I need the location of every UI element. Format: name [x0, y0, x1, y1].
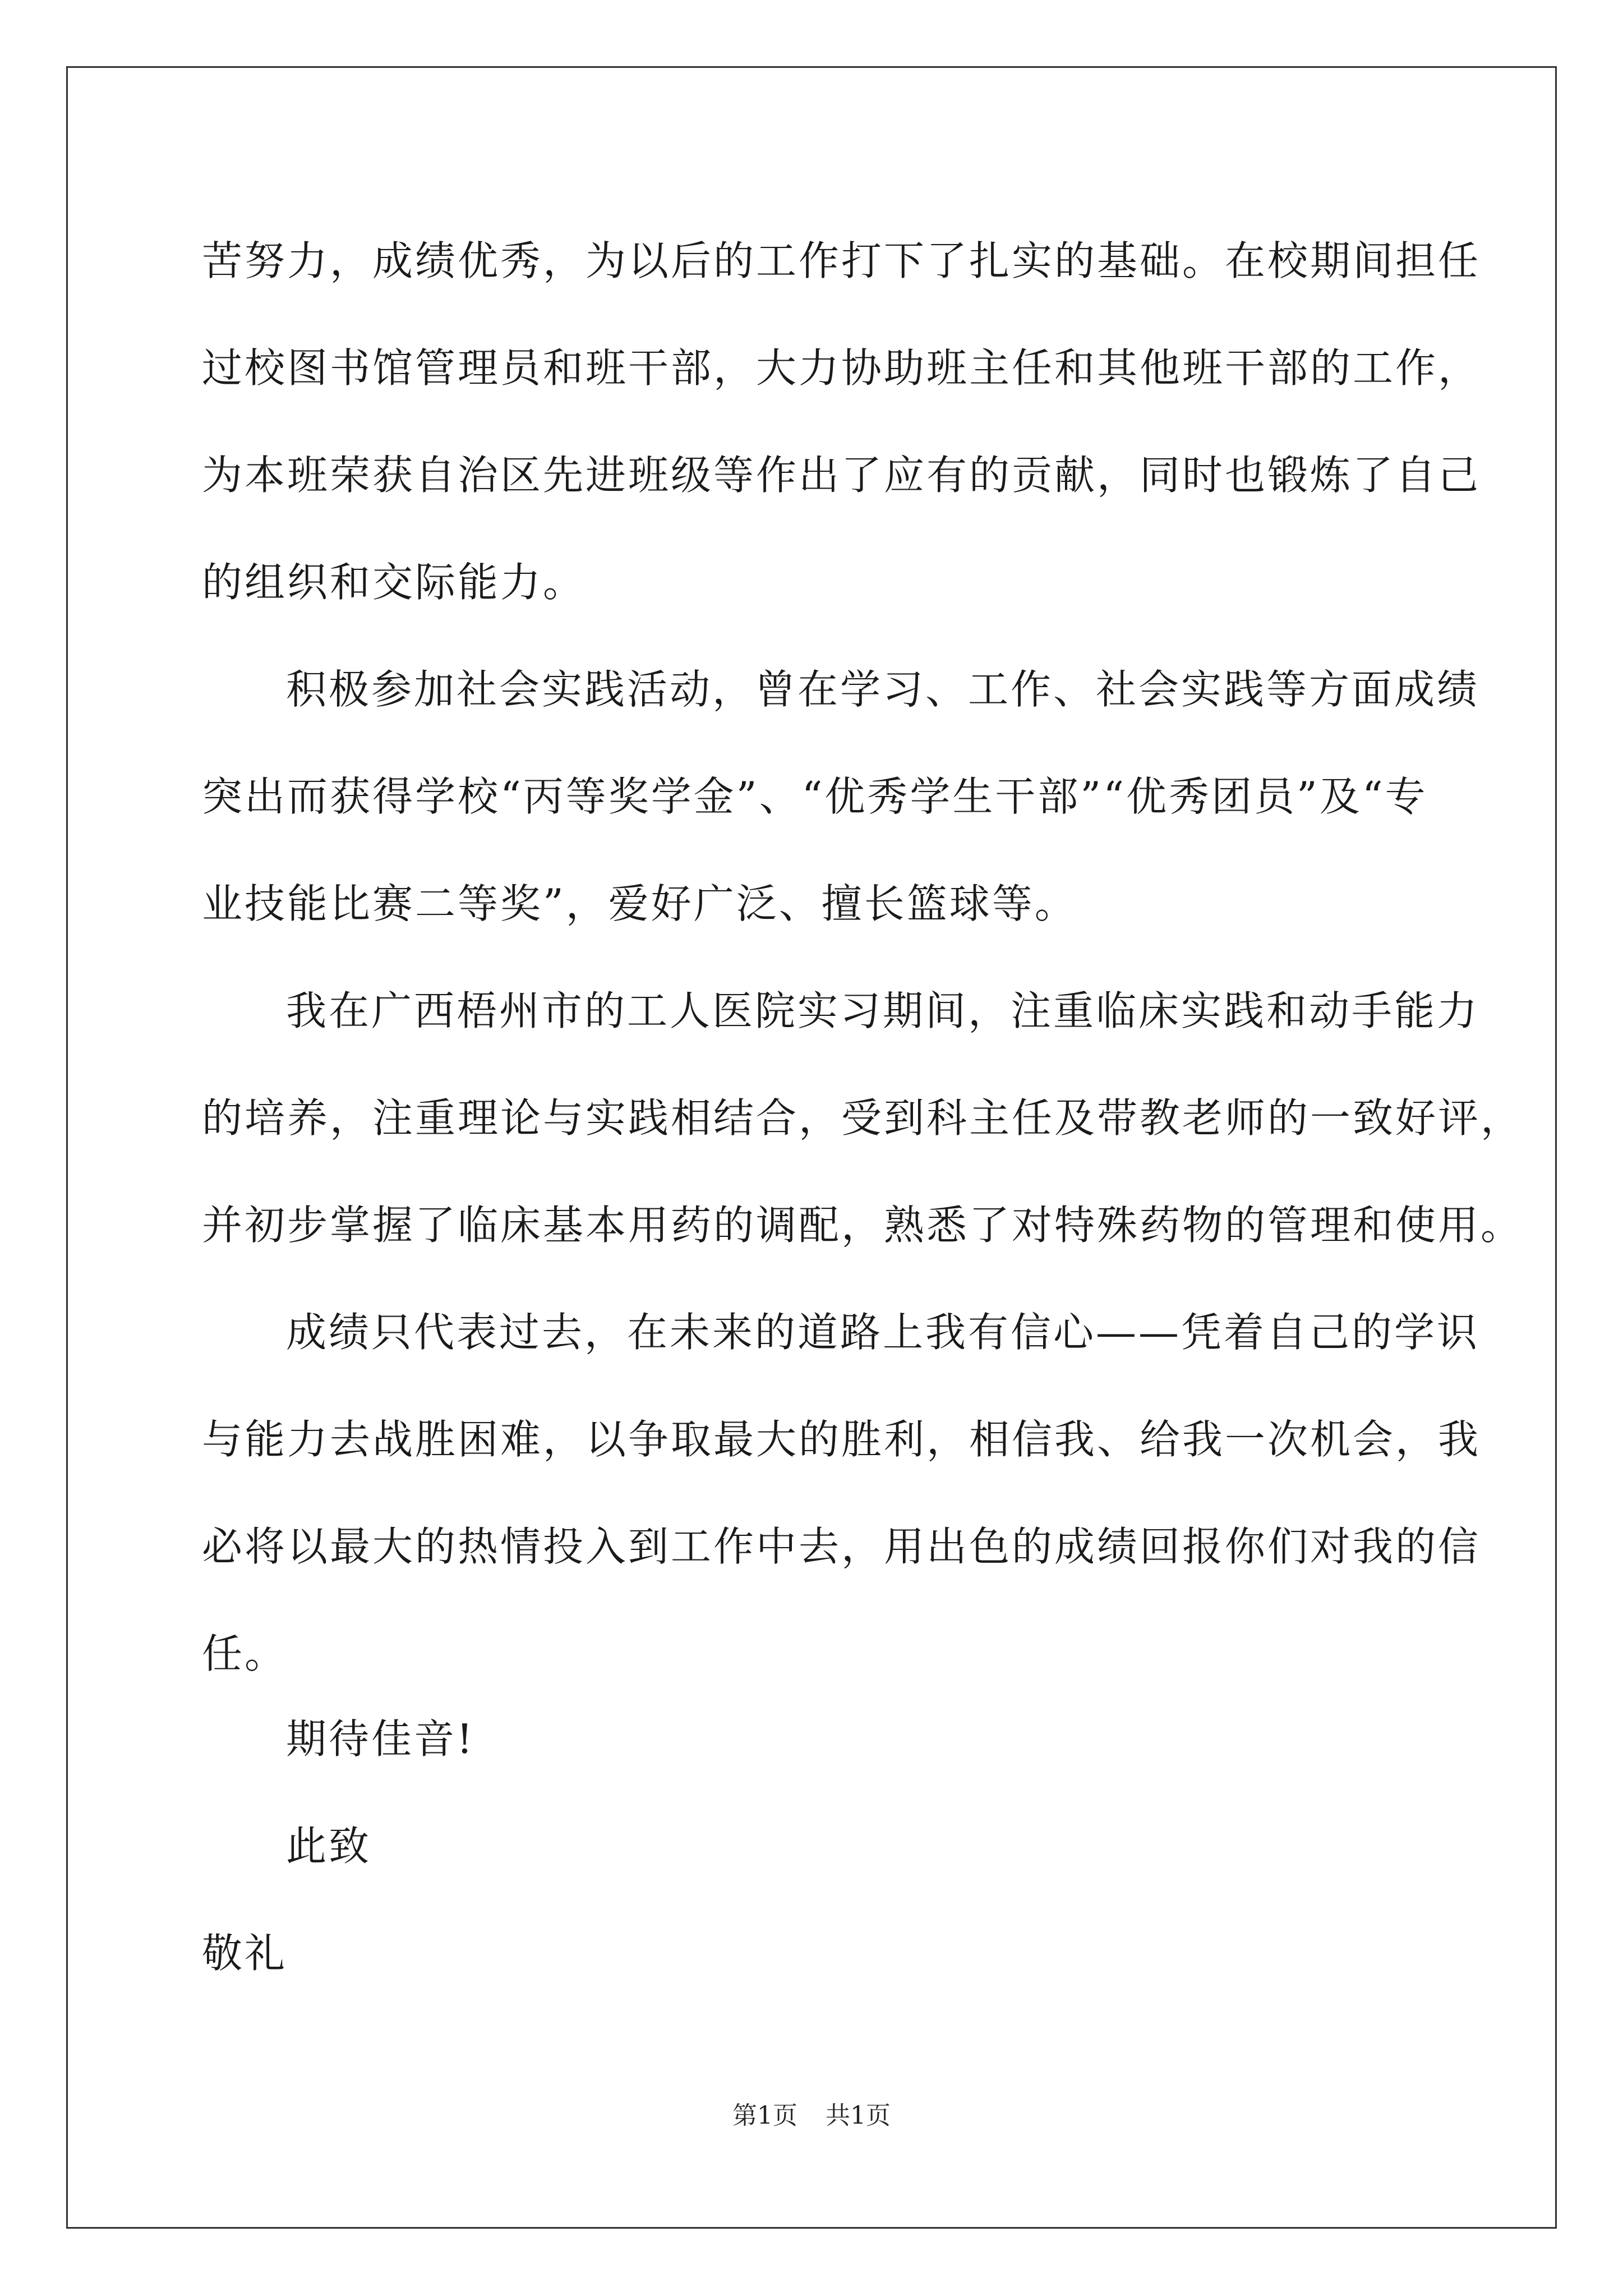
letter-closing: [202, 1686, 475, 2007]
paragraph-line: 过校图书馆管理员和班干部，大力协助班主任和其他班干部的工作，: [202, 344, 1481, 392]
paragraph-line: 成绩只代表过去，在未来的道路上我有信心——凭着自己的学识: [286, 1309, 1480, 1356]
paragraph-line: 我在广西梧州市的工人医院实习期间，注重临床实践和动手能力: [286, 987, 1480, 1034]
letter-body: [202, 208, 1524, 1708]
paragraph-line: 任。: [202, 1630, 288, 1677]
closing-regards: 敬礼: [202, 1930, 288, 1977]
closing-expectation: 期待佳音!: [286, 1715, 475, 1763]
page-number: 第1页: [732, 2101, 797, 2130]
paragraph-line: 苦努力，成绩优秀，为以后的工作打下了扎实的基础。在校期间担任: [202, 237, 1481, 284]
paragraph-line: 积极参加社会实践活动，曾在学习、工作、社会实践等方面成绩: [286, 666, 1480, 713]
page-total: 共1页: [826, 2101, 891, 2130]
paragraph-line: 并初步掌握了临床基本用药的调配，熟悉了对特殊药物的管理和使用。: [202, 1202, 1524, 1249]
page-footer: [0, 2095, 1623, 2131]
paragraph-line: 为本班荣获自治区先进班级等作出了应有的贡献，同时也锻炼了自己: [202, 452, 1481, 499]
paragraph-line: 与能力去战胜困难，以争取最大的胜利，相信我、给我一次机会，我: [202, 1416, 1481, 1463]
paragraph-line: 业技能比赛二等奖”，爱好广泛、擅长篮球等。: [202, 880, 1077, 927]
paragraph-line: 的组织和交际能力。: [202, 559, 586, 606]
paragraph-line: 的培养，注重理论与实践相结合，受到科主任及带教老师的一致好评，: [202, 1094, 1524, 1142]
paragraph-line: 突出而获得学校“丙等奖学金”、“优秀学生干部”“优秀团员”及“专: [202, 773, 1428, 820]
closing-salutation: 此致: [286, 1823, 372, 1870]
paragraph-line: 必将以最大的热情投入到工作中去，用出色的成绩回报你们对我的信: [202, 1523, 1481, 1570]
